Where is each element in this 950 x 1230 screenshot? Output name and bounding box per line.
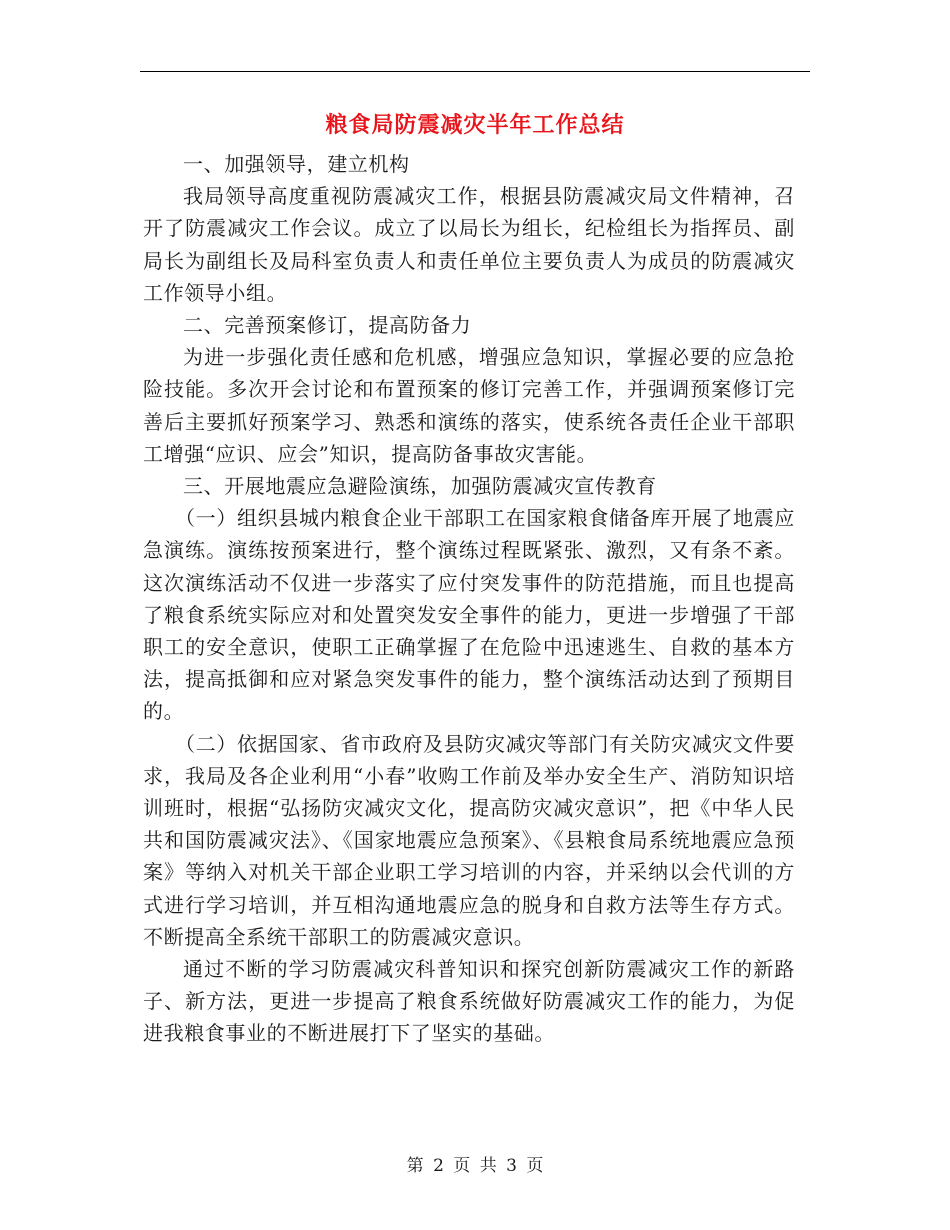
- paragraph: 我局领导高度重视防震减灾工作，根据县防震减灾局文件精神，召开了防震减灾工作会议。成立了以局长为组长，纪检组长为指挥员、副局长为副组长及局科室负责人和责任单位主要负责人为成员的防震减灾工作领导小组。: [143, 184, 795, 305]
- subsection-paragraph-1: （一）组织县城内粮食企业干部职工在国家粮食储备库开展了地震应急演练。演练按预案进行，整个演练过程既紧张、激烈，又有条不紊。这次演练活动不仅进一步落实了应付突发事件的防范措施，而且也提高了粮食系统实际应对和处置突发安全事件的能力，更进一步增强了干部职工的安全意识，使职工正确掌握了在危险中迅速逃生、自救的基本方法，提高抵御和应对紧急突发事件的能力，整个演练活动达到了预期目的。: [143, 506, 795, 724]
- section-heading-2: 二、完善预案修订，提高防备力: [183, 313, 472, 338]
- document-title: 粮食局防震减灾半年工作总结: [325, 113, 625, 138]
- section-heading-1: 一、加强领导，建立机构: [183, 152, 410, 176]
- subsection-paragraph-2: （二）依据国家、省市政府及县防灾减灾等部门有关防灾减灾文件要求，我局及各企业利用“小春”收购工作前及举办安全生产、消防知识培训班时，根据“弘扬防灾减灾文化，提高防灾减灾意识”，把《中华人民共和国防震减灾法》、《国家地震应急预案》、《县粮食局系统地震应急预案》等纳入对机关干部企业职工学习培训的内容，并采纳以会代训的方式进行学习培训，并互相沟通地震应急的脱身和自救方法等生存方式。不断提高全系统干部职工的防震减灾意识。: [143, 731, 795, 949]
- header-rule: [140, 71, 810, 72]
- section-heading-3: 三、开展地震应急避险演练，加强防震减灾宣传教育: [183, 474, 657, 499]
- document-body: [143, 148, 795, 1050]
- page-number-footer: 第 2 页 共 3 页: [406, 1156, 544, 1176]
- paragraph: 为进一步强化责任感和危机感，增强应急知识，掌握必要的应急抢险技能。多次开会讨论和布置预案的修订完善工作，并强调预案修订完善后主要抓好预案学习、熟悉和演练的落实，使系统各责任企业干部职工增强“应识、应会”知识，提高防备事故灾害能。: [143, 345, 795, 466]
- closing-paragraph: 通过不断的学习防震减灾科普知识和探究创新防震减灾工作的新路子、新方法，更进一步提高了粮食系统做好防震减灾工作的能力，为促进我粮食事业的不断进展打下了坚实的基础。: [143, 957, 795, 1046]
